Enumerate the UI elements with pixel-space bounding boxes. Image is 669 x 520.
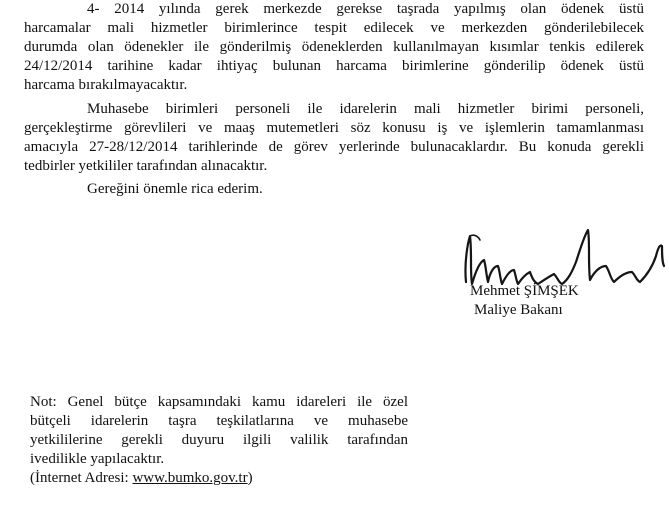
text-line: tedbirler yetkililer tarafından alınacaktır.	[24, 158, 268, 174]
note-block	[30, 393, 408, 469]
text-line: harcama bırakılmayacaktır.	[24, 77, 188, 93]
signer-name: Mehmet ŞİMŞEK	[470, 283, 579, 299]
link-prefix: (İnternet Adresi:	[30, 470, 133, 486]
paragraph-personnel	[24, 100, 644, 176]
internet-address-line	[30, 469, 253, 488]
note-line: ivedilikle yapılacaktır.	[30, 451, 165, 467]
paragraph-item-4	[24, 0, 644, 95]
text-line: amacıyla 27-28/12/2014 tarihlerinde de görev yerlerinde bulunacaklardır. Bu konuda gerekli	[24, 139, 644, 155]
text-line: gerçekleştirme görevlileri ve maaş mutemetleri söz konusu iş ve işlemlerin tamamlanması	[24, 120, 644, 136]
text-line: 24/12/2014 tarihine kadar ihtiyaç bulunan harcama birimlerine gönderilip ödenek üstü	[24, 58, 644, 74]
note-line: yetkililerine gerekli duyuru ilgili valilik tarafından	[30, 432, 408, 448]
note-line: bütçeli idarelerin taşra teşkilatlarına ve muhasebe	[30, 413, 408, 429]
text-line: Muhasebe birimleri personeli ile idarelerin mali hizmetler birimi personeli,	[87, 101, 644, 117]
signer-title: Maliye Bakanı	[474, 302, 563, 318]
text-line: harcamalar mali hizmetler birimlerince tespit edilecek ve merkezden gönderilebilecek	[24, 20, 644, 36]
closing-line: Gereğini önemle rica ederim.	[87, 181, 263, 197]
text-line: durumda olan ödenekler ile gönderilmiş ödeneklerden kullanılmayan kısımlar tenkis edilerek	[24, 39, 644, 55]
link-suffix: )	[247, 470, 253, 486]
bumko-link[interactable]: www.bumko.gov.tr	[132, 470, 248, 486]
note-line: Not: Genel bütçe kapsamındaki kamu idareleri ile özel	[30, 394, 408, 410]
text-line: 4- 2014 yılında gerek merkezde gerekse taşrada yapılmış olan ödenek üstü	[87, 1, 644, 17]
